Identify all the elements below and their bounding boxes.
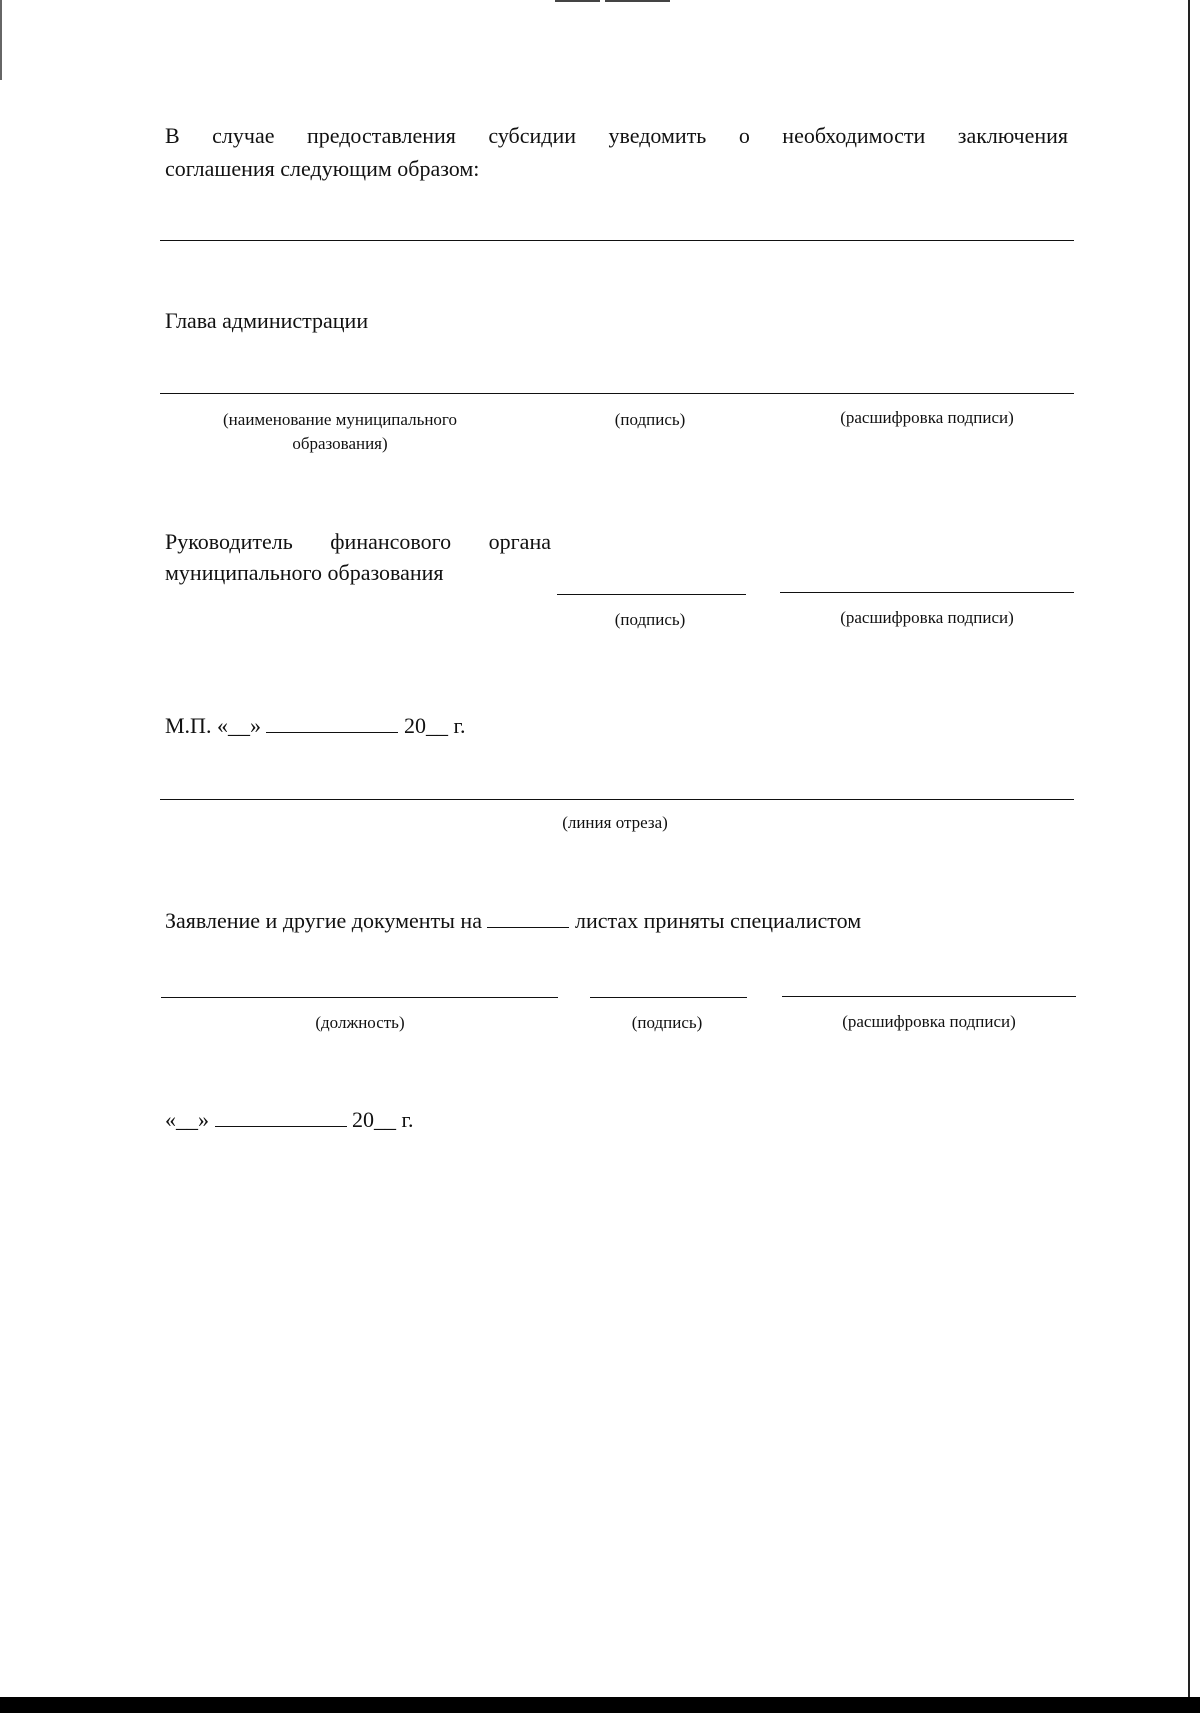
date-year: 20__ г. <box>352 1107 414 1132</box>
cut-line <box>160 799 1074 800</box>
caption-signature: (подпись) <box>614 610 686 629</box>
scan-edge-left <box>0 0 2 80</box>
caption-signature: (подпись) <box>631 1013 703 1032</box>
receipt-text <box>165 905 861 937</box>
scan-edge-top <box>555 0 600 2</box>
receipt-date <box>165 1104 414 1136</box>
cut-caption: (линия отреза) <box>562 813 668 832</box>
caption-position: (должность) <box>315 1013 405 1032</box>
notification-line[interactable] <box>160 240 1074 241</box>
caption-decoding: (расшифровка подписи) <box>840 608 1014 627</box>
caption-decoding: (расшифровка подписи) <box>842 1012 1016 1031</box>
finance-decoding-line[interactable] <box>780 592 1074 593</box>
finance-title-line-2: муниципального образования <box>165 560 444 585</box>
receipt-text-before: Заявление и другие документы на <box>165 908 482 933</box>
stamp-date <box>165 710 466 742</box>
date-month-blank[interactable] <box>215 1106 347 1127</box>
position-line[interactable] <box>161 997 558 998</box>
finance-signature-line[interactable] <box>557 594 746 595</box>
scan-edge-right <box>1188 0 1190 1697</box>
scan-edge-top <box>605 0 670 2</box>
receipt-sheets-blank[interactable] <box>487 907 569 928</box>
stamp-month-blank[interactable] <box>266 712 398 733</box>
caption-signature: (подпись) <box>614 410 686 429</box>
caption-municipal: (наименование муниципального образования) <box>223 410 457 453</box>
head-signature-line[interactable] <box>160 393 1074 394</box>
caption-decoding: (расшифровка подписи) <box>840 408 1014 427</box>
intro-line-2: соглашения следующим образом: <box>165 156 480 181</box>
stamp-year: 20__ г. <box>403 713 466 738</box>
date-day: «__» <box>165 1107 209 1132</box>
stamp-mp: М.П. «__» <box>165 713 261 738</box>
receipt-signature-line[interactable] <box>590 997 747 998</box>
receipt-text-after: листах приняты специалистом <box>574 908 862 933</box>
receipt-decoding-line[interactable] <box>782 996 1076 997</box>
scan-edge-bottom <box>0 1697 1200 1713</box>
head-title: Глава администрации <box>165 308 369 333</box>
intro-line-1: В случае предоставления субсидии уведомить о необходимости заключения <box>165 123 1068 148</box>
finance-title-line-1: Руководитель финансового органа <box>165 529 551 554</box>
